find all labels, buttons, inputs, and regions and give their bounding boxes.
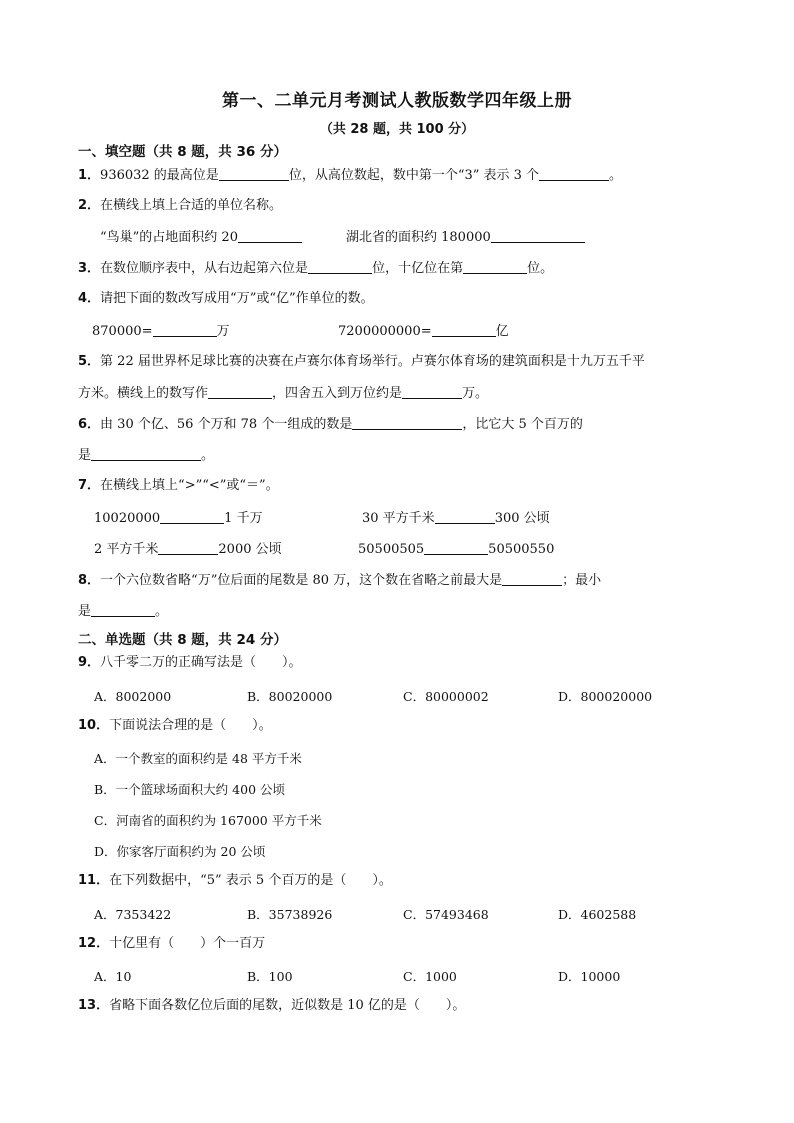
answer-blank[interactable] [463,260,527,274]
question-text: 。 [155,604,169,619]
question-5-cont [78,385,488,402]
option-c[interactable]: C．河南省的面积约为 167000 平方千米 [94,813,322,828]
question-5 [78,354,645,370]
question-text: 2000 公顷 [218,542,282,557]
option-d[interactable]: D．你家客厅面积约为 20 公顷 [94,844,266,859]
question-text: 位，从高位数起，数中第一个“3” 表示 3 个 [288,168,540,183]
question-7-item-2 [362,510,550,527]
question-6 [78,416,583,433]
question-1 [78,167,622,184]
answer-blank[interactable] [352,416,462,430]
answer-blank[interactable] [91,603,155,617]
answer-blank[interactable] [402,385,462,399]
question-number: 8． [78,573,101,588]
question-text: 请把下面的数改写成用“万”或“亿”作单位的数。 [100,291,374,306]
option-b[interactable]: B．35738926 [247,907,333,922]
section-heading-single-choice: 二、单选题（共 8 题，共 24 分） [78,632,287,648]
question-text: 是 [78,448,92,463]
answer-blank[interactable] [435,510,495,524]
question-text: 。 [201,448,215,463]
answer-blank[interactable] [158,541,218,555]
question-text: 30 平方千米 [362,511,435,526]
answer-blank[interactable] [432,323,496,337]
answer-blank[interactable] [308,260,372,274]
question-number: 11． [78,873,110,888]
question-4-item-1 [92,323,230,340]
question-text: 省略下面各数亿位后面的尾数，近似数是 10 亿的是（ ）。 [109,998,466,1013]
question-2 [78,198,282,214]
question-text: 一个六位数省略“万”位后面的尾数是 80 万，这个数在省略之前最大是 [100,573,503,588]
option-b[interactable]: B．一个篮球场面积大约 400 公顷 [94,782,285,797]
answer-blank[interactable] [502,572,562,586]
question-number: 6． [78,417,101,432]
answer-blank[interactable] [208,385,272,399]
answer-blank[interactable] [238,229,302,243]
answer-blank[interactable] [153,323,217,337]
answer-blank[interactable] [91,447,201,461]
question-text: 第 22 届世界杯足球比赛的决赛在卢赛尔体育场举行。卢赛尔体育场的建筑面积是十九万五千平 [100,354,645,369]
question-number: 12． [78,936,110,951]
option-a[interactable]: A．10 [94,969,132,984]
question-4-item-2 [338,323,509,340]
question-number: 1． [78,168,101,183]
option-a[interactable]: A．7353422 [94,907,172,922]
question-13 [78,998,465,1014]
question-number: 3． [78,261,101,276]
option-d[interactable]: D．4602588 [558,907,637,922]
question-text: 。 [609,168,623,183]
option-b[interactable]: B．80020000 [247,689,333,704]
question-3 [78,260,553,277]
question-number: 10． [78,718,110,733]
question-text: ，四舍五入到万位约是 [272,386,403,401]
unit-label: 万 [216,324,230,339]
option-d[interactable]: D．800020000 [558,689,653,704]
question-number: 2． [78,198,101,213]
question-11 [78,873,392,889]
question-text: 湖北省的面积约 180000 [346,230,491,245]
question-text: 50500550 [488,542,555,557]
question-number: 7． [78,478,101,493]
question-9 [78,655,302,671]
question-number: 13． [78,998,110,1013]
question-number: 5． [78,354,101,369]
question-text: 在数位顺序表中，从右边起第六位是 [100,261,309,276]
answer-blank[interactable] [424,541,488,555]
question-7-item-4 [358,541,554,558]
question-text: 7200000000= [338,324,432,339]
question-7-item-1 [94,510,263,527]
question-text: 在横线上填上合适的单位名称。 [100,198,283,213]
answer-blank[interactable] [491,229,585,243]
option-d[interactable]: D．10000 [558,969,621,984]
question-text: 位。 [527,261,554,276]
option-c[interactable]: C．80000002 [403,689,489,704]
question-text: ，比它大 5 个百万的 [462,417,583,432]
option-c[interactable]: C．57493468 [403,907,489,922]
question-2-item-2 [346,229,585,246]
question-text: “鸟巢”的占地面积约 20 [100,230,238,245]
question-text: 50500505 [358,542,425,557]
question-text: 万。 [462,386,489,401]
question-text: 1 千万 [224,511,263,526]
page-subtitle: （共 28 题，共 100 分） [319,122,475,137]
option-a[interactable]: A．一个教室的面积约是 48 平方千米 [94,751,302,766]
question-7-item-3 [94,541,282,558]
option-b[interactable]: B．100 [247,969,293,984]
answer-blank[interactable] [160,510,224,524]
question-text: 十亿里有（ ）个一百万 [109,936,266,951]
question-text: 在下列数据中，“5” 表示 5 个百万的是（ ）。 [109,873,392,888]
question-text: 下面说法合理的是（ ）。 [109,718,272,733]
question-text: 方米。横线上的数写作 [78,386,209,401]
question-8-cont [78,603,168,620]
question-text: ；最小 [562,573,602,588]
question-text: 由 30 个亿、56 个万和 78 个一组成的数是 [100,417,353,432]
question-12 [78,936,265,952]
question-text: 936032 的最高位是 [100,168,219,183]
option-a[interactable]: A．8002000 [94,689,172,704]
question-text: 870000= [92,324,153,339]
question-number: 9． [78,655,101,670]
question-8 [78,572,601,589]
question-number: 4． [78,291,101,306]
question-text: 300 公顷 [494,511,550,526]
question-text: 2 平方千米 [94,542,159,557]
page-title: 第一、二单元月考测试人教版数学四年级上册 [222,91,572,111]
question-2-item-1 [100,229,302,246]
section-heading-fill-in: 一、填空题（共 8 题，共 36 分） [78,144,287,160]
unit-label: 亿 [495,324,509,339]
question-6-cont [78,447,214,464]
question-10 [78,718,272,734]
question-7 [78,478,279,494]
question-text: 在横线上填上“>”“<”或“＝”。 [100,478,279,493]
answer-blank[interactable] [539,167,609,181]
question-text: 10020000 [94,511,161,526]
answer-blank[interactable] [219,167,289,181]
option-c[interactable]: C．1000 [403,969,457,984]
question-4 [78,291,374,307]
question-text: 八千零二万的正确写法是（ ）。 [100,655,302,670]
question-text: 是 [78,604,92,619]
question-text: 位，十亿位在第 [372,261,464,276]
